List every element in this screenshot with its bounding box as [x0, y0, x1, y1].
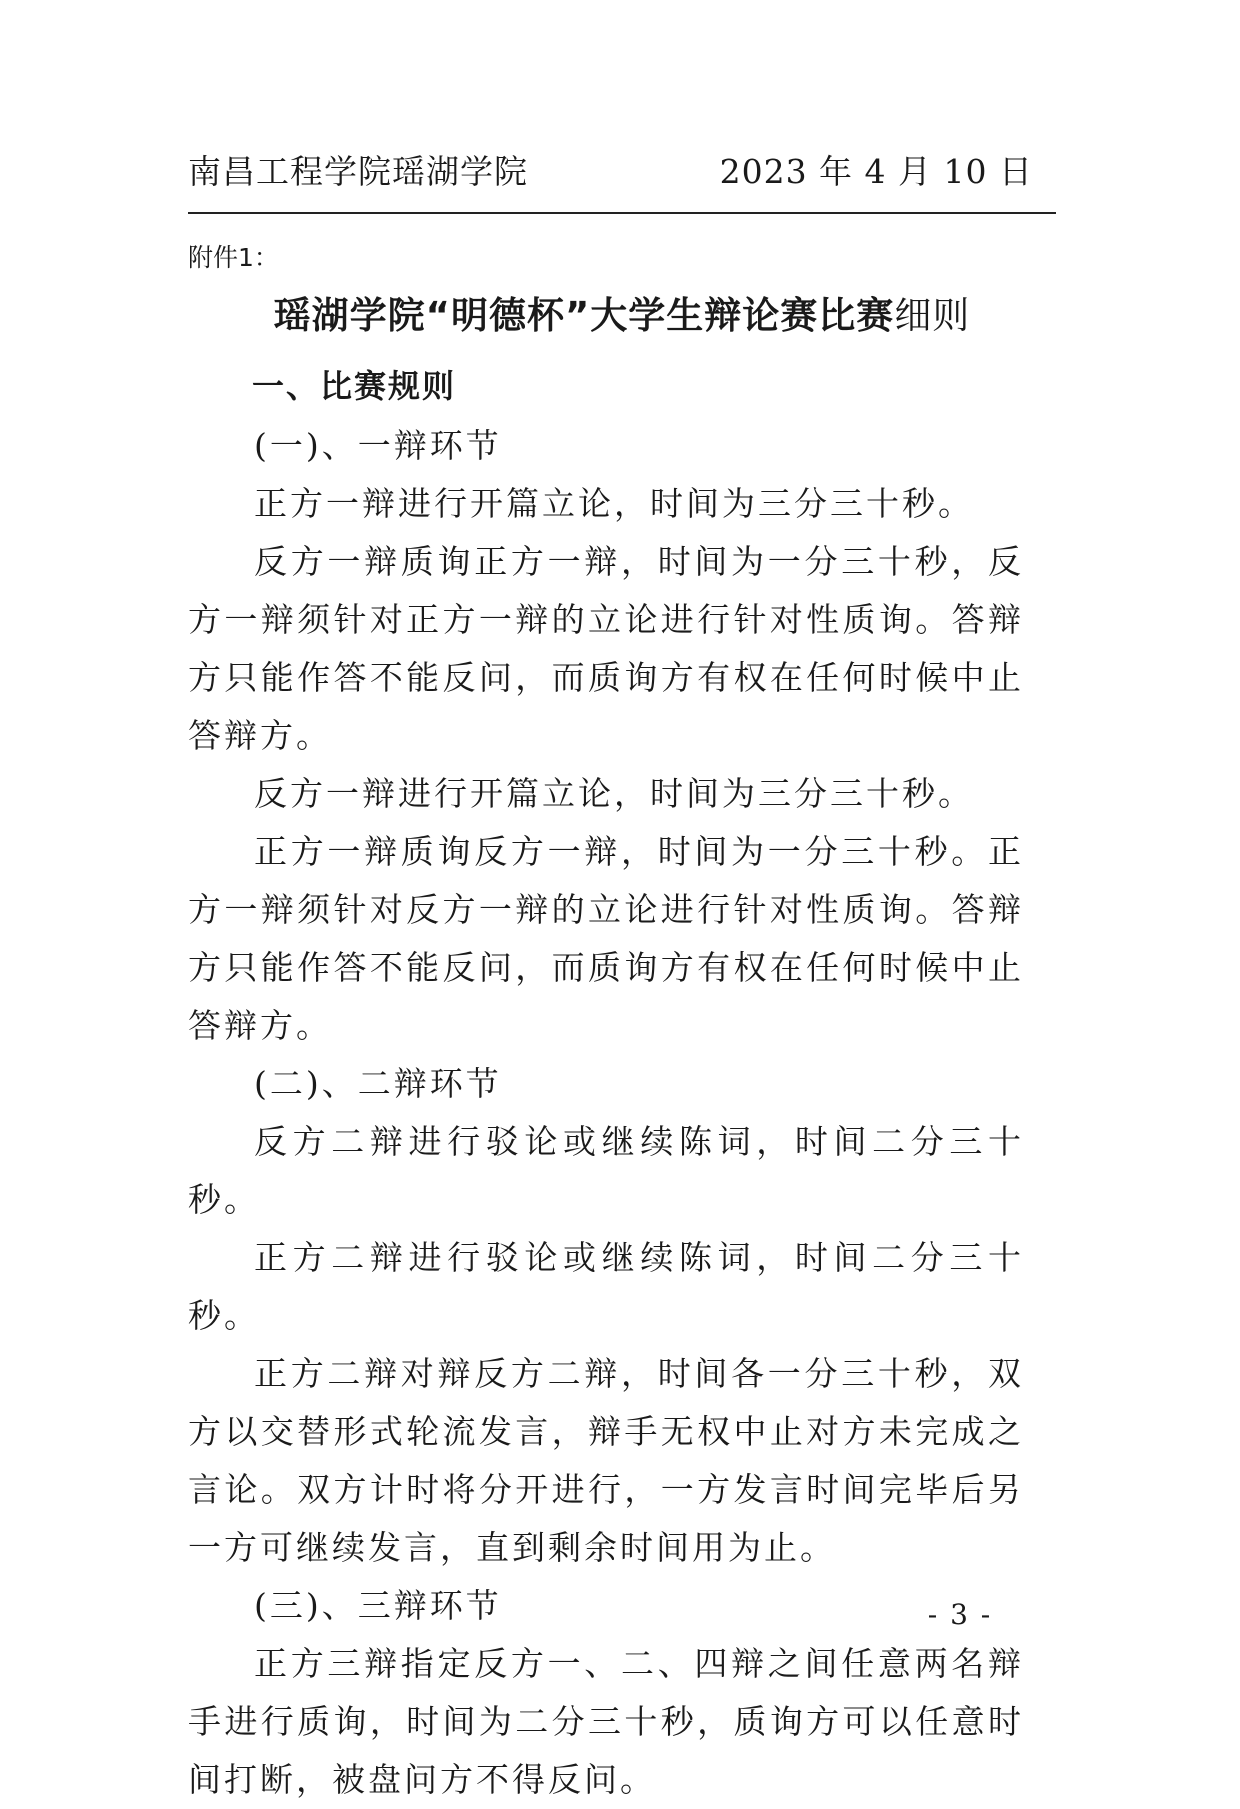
section-heading: 一、比赛规则	[252, 367, 457, 405]
paragraph: (一)、一辩环节	[254, 426, 502, 465]
paragraph: 正方一辩进行开篇立论，时间为三分三十秒。	[254, 484, 974, 523]
paragraph: 正方二辩进行驳论或继续陈词，时间二分三十秒。	[188, 1238, 1024, 1335]
paragraph: 正方一辩质询反方一辩，时间为一分三十秒。正方一辩须针对反方一辩的立论进行针对性质询。答辩方只能作答不能反问，而质询方有权在任何时候中止答辩方。	[188, 832, 1024, 1045]
title-bold-part: 瑶湖学院“明德杯”大学生辩论赛比赛	[273, 294, 895, 337]
header-date: 2023 年 4 月 10 日	[719, 152, 1033, 191]
title-light-part: 细则	[894, 294, 971, 337]
document-body	[188, 357, 1024, 1809]
paragraph: (三)、三辩环节	[254, 1586, 502, 1625]
attachment-label: 附件1：	[188, 243, 279, 272]
paragraph: 反方一辩质询正方一辩，时间为一分三十秒，反方一辩须针对正方一辩的立论进行针对性质询。答辩方只能作答不能反问，而质询方有权在任何时候中止答辩方。	[188, 542, 1024, 755]
paragraph: (二)、二辩环节	[254, 1064, 502, 1103]
paragraph: 反方二辩进行驳论或继续陈词，时间二分三十秒。	[188, 1122, 1024, 1219]
paragraph: 正方三辩指定反方一、二、四辩之间任意两名辩手进行质询，时间为二分三十秒，质询方可以任意时间打断，被盘问方不得反问。	[188, 1644, 1024, 1799]
document-title	[188, 285, 1056, 339]
page-number: - 3 -	[927, 1598, 993, 1631]
header-divider	[188, 212, 1056, 214]
header-organization: 南昌工程学院瑶湖学院	[188, 152, 528, 191]
paragraph: 正方二辩对辩反方二辩，时间各一分三十秒，双方以交替形式轮流发言，辩手无权中止对方未完成之言论。双方计时将分开进行，一方发言时间完毕后另一方可继续发言，直到剩余时间用为止。	[188, 1354, 1024, 1567]
page-header	[188, 146, 1043, 196]
paragraph: 反方一辩进行开篇立论，时间为三分三十秒。	[254, 774, 974, 813]
